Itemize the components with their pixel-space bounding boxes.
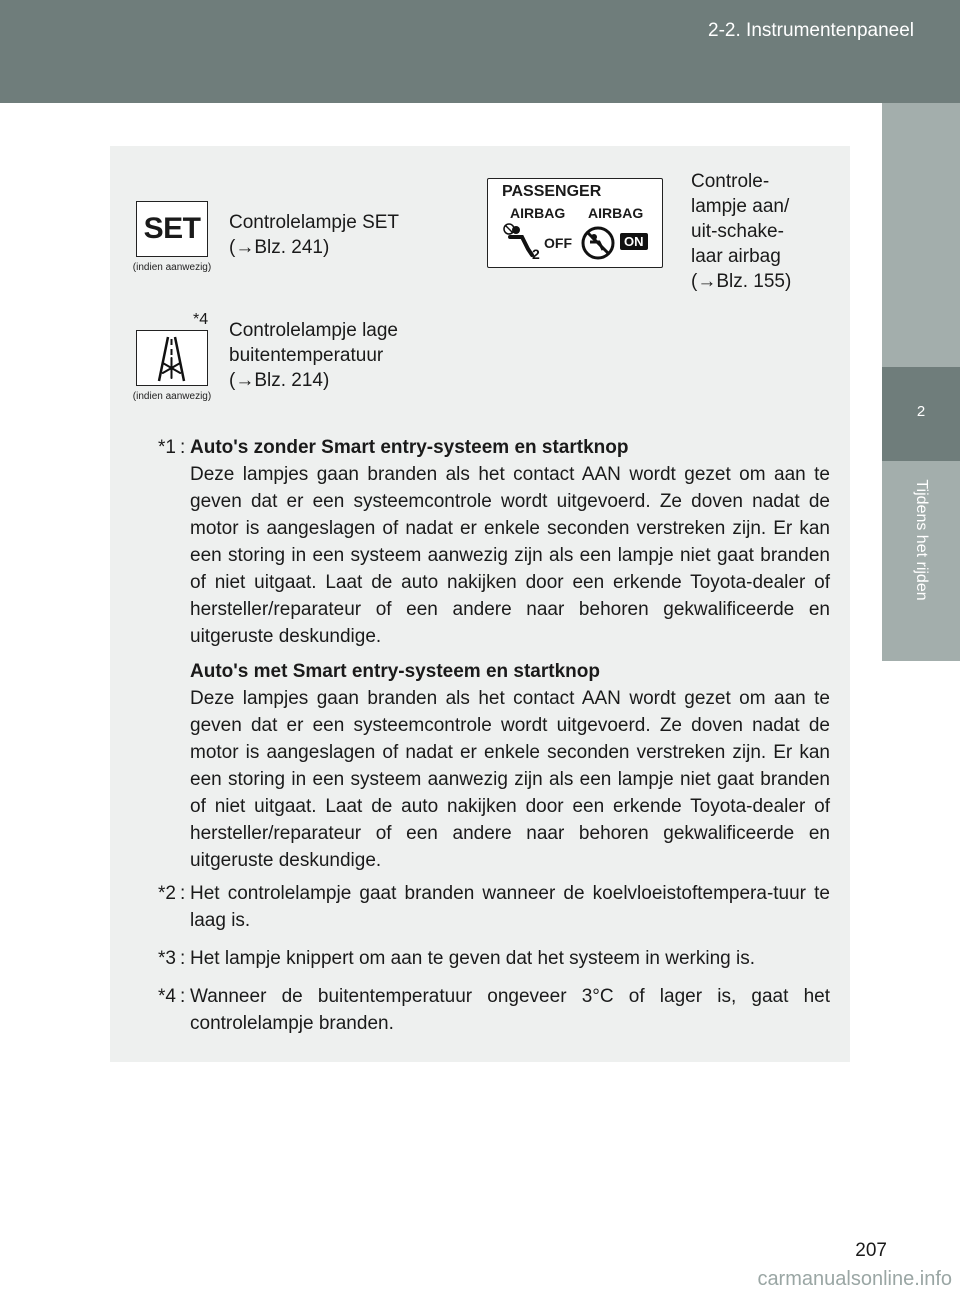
description-line: (→Blz. 214) bbox=[229, 370, 330, 391]
description-line: buitentemperatuur bbox=[229, 345, 384, 366]
paragraph-text: Deze lampjes gaan branden als het contact AAN wordt gezet om aan te geven dat er een systeemcontrole wordt uitgevoerd. Ze doven nadat de motor is aangeslagen of nadat er enkele seconden verstreken zijn. Er kan een storing in een systeem aanwezig zijn als een lampje niet gaat branden of niet uitgaat. Laat de auto nakijken door een erkende Toyota-dealer of hersteller/reparateur of een andere naar behoren gekwalificeerde en uitgeruste deskundige. bbox=[190, 464, 830, 647]
panel-title: PASSENGER bbox=[502, 183, 602, 200]
footnote-2: *2 : Het controlelampje gaat branden wanneer de koelvloeistoftempera-tuur te laag is. bbox=[158, 880, 830, 934]
description-line: lampje aan/ bbox=[691, 196, 790, 217]
airbag-label-left: AIRBAG bbox=[510, 205, 566, 221]
chapter-number: 2 bbox=[916, 403, 926, 420]
airbag-off-icon bbox=[502, 223, 546, 261]
description-line: Controle- bbox=[691, 171, 770, 192]
footnote-label: *1 bbox=[158, 437, 176, 458]
on-label: ON bbox=[620, 233, 648, 250]
low-temperature-description bbox=[229, 318, 398, 393]
set-indicator-description bbox=[229, 210, 399, 260]
airbag-label-right: AIRBAG bbox=[588, 205, 644, 221]
icon-caption: (indien aanwezig) bbox=[132, 262, 212, 273]
footnote-label: *2 bbox=[158, 883, 176, 904]
section-title: 2-2. Instrumentenpaneel bbox=[708, 20, 914, 41]
paragraph-text: Het lampje knippert om aan te geven dat het systeem in werking is. bbox=[190, 948, 756, 969]
description-line: Controlelampje SET bbox=[229, 212, 400, 233]
svg-text:2: 2 bbox=[532, 246, 540, 261]
icon-caption: (indien aanwezig) bbox=[132, 391, 212, 402]
passenger-airbag-switch-icon bbox=[487, 178, 663, 268]
page-number: 207 bbox=[855, 1240, 887, 1261]
paragraph-heading: Auto's zonder Smart entry-systeem en startknop bbox=[190, 437, 629, 458]
low-outside-temperature-icon bbox=[136, 330, 208, 386]
set-indicator-icon bbox=[136, 201, 208, 257]
description-line: Controlelampje lage bbox=[229, 320, 398, 341]
road-snowflake-icon bbox=[137, 331, 206, 384]
description-line: uit-schake- bbox=[691, 221, 784, 242]
footnote-label: *4 bbox=[158, 986, 176, 1007]
description-line: laar airbag bbox=[691, 246, 781, 267]
airbag-on-icon bbox=[580, 225, 616, 261]
side-tab-top bbox=[882, 103, 960, 367]
description-line: (→Blz. 241) bbox=[229, 237, 330, 258]
watermark: carmanualsonline.info bbox=[757, 1268, 952, 1290]
paragraph-text: Het controlelampje gaat branden wanneer de koelvloeistoftempera-tuur te laag is. bbox=[190, 883, 830, 931]
description-line: (→Blz. 155) bbox=[691, 271, 792, 292]
footnote-label: *3 bbox=[158, 948, 176, 969]
footnote-marker: *4 bbox=[193, 311, 209, 328]
set-icon-text: SET bbox=[143, 212, 201, 245]
chapter-label: Tijdens het rijden bbox=[913, 479, 930, 601]
off-label: OFF bbox=[544, 235, 572, 251]
footnote-3: *3 : Het lampje knippert om aan te geven dat het systeem in werking is. bbox=[158, 945, 830, 972]
footnote-paragraph bbox=[190, 434, 830, 650]
paragraph-text: Deze lampjes gaan branden als het contact AAN wordt gezet om aan te geven dat er een systeemcontrole wordt uitgevoerd. Ze doven nadat de motor is aangeslagen of nadat er enkele seconden verstreken zijn. Er kan een storing in een systeem aanwezig zijn als een lampje niet gaat branden of niet uitgaat. Laat de auto nakijken door een erkende Toyota-dealer of hersteller/reparateur of een andere naar behoren gekwalificeerde en uitgeruste deskundige. bbox=[190, 688, 830, 871]
paragraph-text: Wanneer de buitentemperatuur ongeveer 3°C of lager is, gaat het controlelampje branden. bbox=[190, 986, 830, 1034]
paragraph-heading: Auto's met Smart entry-systeem en startknop bbox=[190, 661, 600, 682]
footnote-4: *4 : Wanneer de buitentemperatuur ongeveer 3°C of lager is, gaat het controlelampje branden. bbox=[158, 983, 830, 1037]
header-band bbox=[0, 0, 960, 103]
airbag-switch-description bbox=[691, 169, 791, 294]
footnote-1: *1 : Auto's zonder Smart entry-systeem en startknop Deze lampjes gaan branden als het contact AAN wordt gezet om aan te geven dat er een systeemcontrole wordt uitgevoerd. Ze doven nadat de motor is aangeslagen of nadat er enkele seconden verstreken zijn. Er kan een storing in een systeem aanwezig zijn als een lampje niet gaat branden of niet uitgaat. Laat de auto nakijken door een erkende Toyota-dealer of hersteller/reparateur of een andere naar behoren gekwalificeerde en uitgeruste deskundige. Auto's met Smart entry-systeem en startknop Deze lampjes gaan branden als het contact AAN wordt gezet om aan te geven dat er een systeemcontrole wordt uitgevoerd. Ze doven nadat de motor is aangeslagen of nadat er enkele seconden verstreken zijn. Er kan een storing in een systeem aanwezig zijn als een lampje niet gaat branden of niet uitgaat. Laat de auto nakijken door een erkende Toyota-dealer of hersteller/reparateur of een andere naar behoren gekwalificeerde en uitgeruste deskundige. bbox=[158, 434, 830, 882]
footnote-paragraph bbox=[190, 658, 830, 874]
